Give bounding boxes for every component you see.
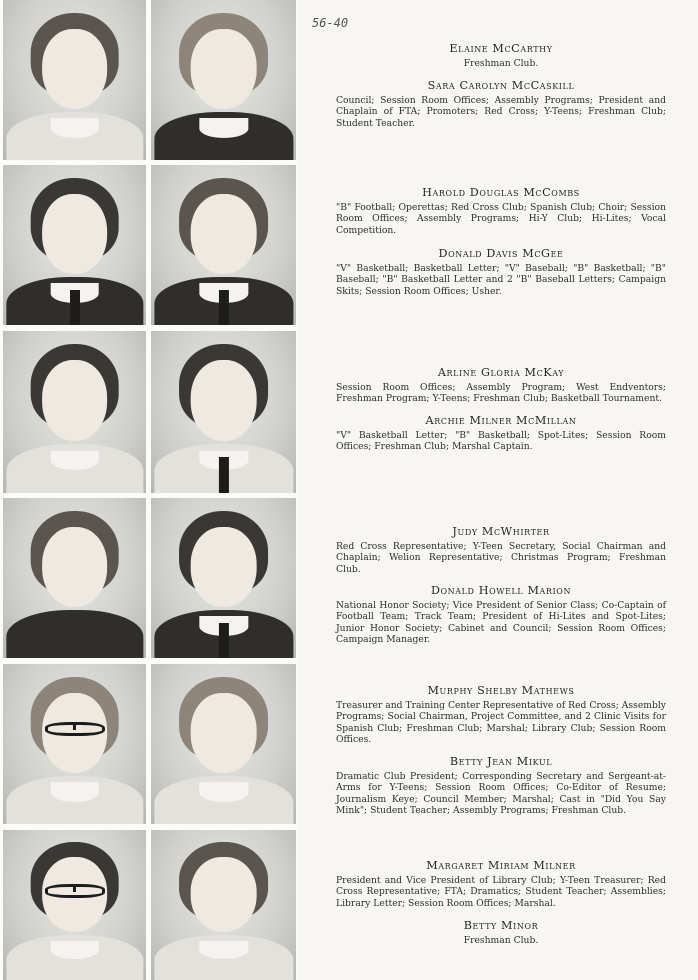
bio-entry [336,755,666,817]
student-name: Margaret Miriam Milner [426,859,576,872]
student-name: Murphy Shelby Mathews [427,684,575,697]
student-activities: Council; Session Room Offices; Assembly Programs; President and Chaplain of FTA; Promoters; Red Cross; Y-Teens; Freshman Club; Student Teacher. [336,95,666,129]
student-name: Betty Minor [463,919,539,932]
portrait-photo [3,331,146,493]
student-activities: National Honor Society; Vice President of Senior Class; Co-Captain of Football Team; Track Team; President of Hi-Lites and Spot-Lites; Junior Honor Society; Cabinet and Council; Session Room Offices; Campaign Manager. [336,600,666,646]
portrait-photo [151,498,296,658]
bio-entry [336,684,666,746]
student-name: Archie Milner McMillan [425,414,577,427]
bio-entry [336,919,666,946]
portrait-photo [151,165,296,325]
bio-entry [336,525,666,575]
student-name: Harold Douglas McCombs [422,186,580,199]
portrait-photo [151,830,296,980]
handwritten-note: 56-40 [312,16,349,30]
portrait-photo [3,664,146,824]
bio-entry [336,366,666,405]
student-activities: "V" Basketball Letter; "B" Basketball; Spot-Lites; Session Room Offices; Freshman Club; Marshal Captain. [336,430,666,453]
portrait-photo [151,0,296,160]
student-activities: Session Room Offices; Assembly Program; West Endventors; Freshman Program; Y-Teens; Freshman Club; Basketball Tournament. [336,382,666,405]
student-name: Betty Jean Mikul [449,755,553,768]
portrait-photo [3,0,146,160]
portrait-column [0,0,298,980]
student-name: Sara Carolyn McCaskill [427,79,575,92]
bio-entry [336,414,666,453]
student-activities: Treasurer and Training Center Representative of Red Cross; Assembly Programs; Social Chairman, Project Committee, and 2 Clinic Visits for Spanish Club; Freshman Club; Marshal; Library Club; Session Room Offices. [336,700,666,746]
student-activities: "B" Football; Operettas; Red Cross Club; Spanish Club; Choir; Session Room Offices; Assembly Programs; Hi-Y Club; Hi-Lites; Vocal Competition. [336,202,666,236]
student-activities: "V" Basketball; Basketball Letter; "V" Baseball; "B" Basketball; "B" Baseball; "B" Basketball Letter and 2 "B" Baseball Letters; Campaign Skits; Session Room Offices; Usher. [336,263,666,297]
student-activities: Dramatic Club President; Corresponding Secretary and Sergeant-at-Arms for Y-Teens; Session Room Offices; Co-Editor of Resume; Journalism Keye; Council Member; Marshal; Cast in "Did You Say Mink"; Student Teacher; Assembly Programs; Freshman Club. [336,771,666,817]
student-activities: Red Cross Representative; Y-Teen Secretary, Social Chairman and Chaplain; Welion Representative; Christmas Program; Freshman Club. [336,541,666,575]
bio-entry [336,79,666,129]
portrait-photo [3,830,146,980]
student-name: Donald Howell Marion [430,584,572,597]
student-activities: Freshman Club. [463,58,539,69]
student-name: Donald Davis McGee [438,247,564,260]
bio-entry [336,247,666,297]
bio-entry [336,186,666,236]
student-name: Judy McWhirter [452,525,550,538]
portrait-photo [3,165,146,325]
student-activities: Freshman Club. [463,935,539,946]
bio-entry [336,859,666,909]
portrait-photo [151,331,296,493]
portrait-photo [151,664,296,824]
student-name: Elaine McCarthy [449,42,553,55]
portrait-photo [3,498,146,658]
student-activities: President and Vice President of Library Club; Y-Teen Treasurer; Red Cross Representative; FTA; Dramatics; Student Teacher; Assemblies; Library Letter; Session Room Offices; Marshal. [336,875,666,909]
bio-entry [336,42,666,69]
student-name: Arline Gloria McKay [437,366,565,379]
bio-entry [336,584,666,646]
